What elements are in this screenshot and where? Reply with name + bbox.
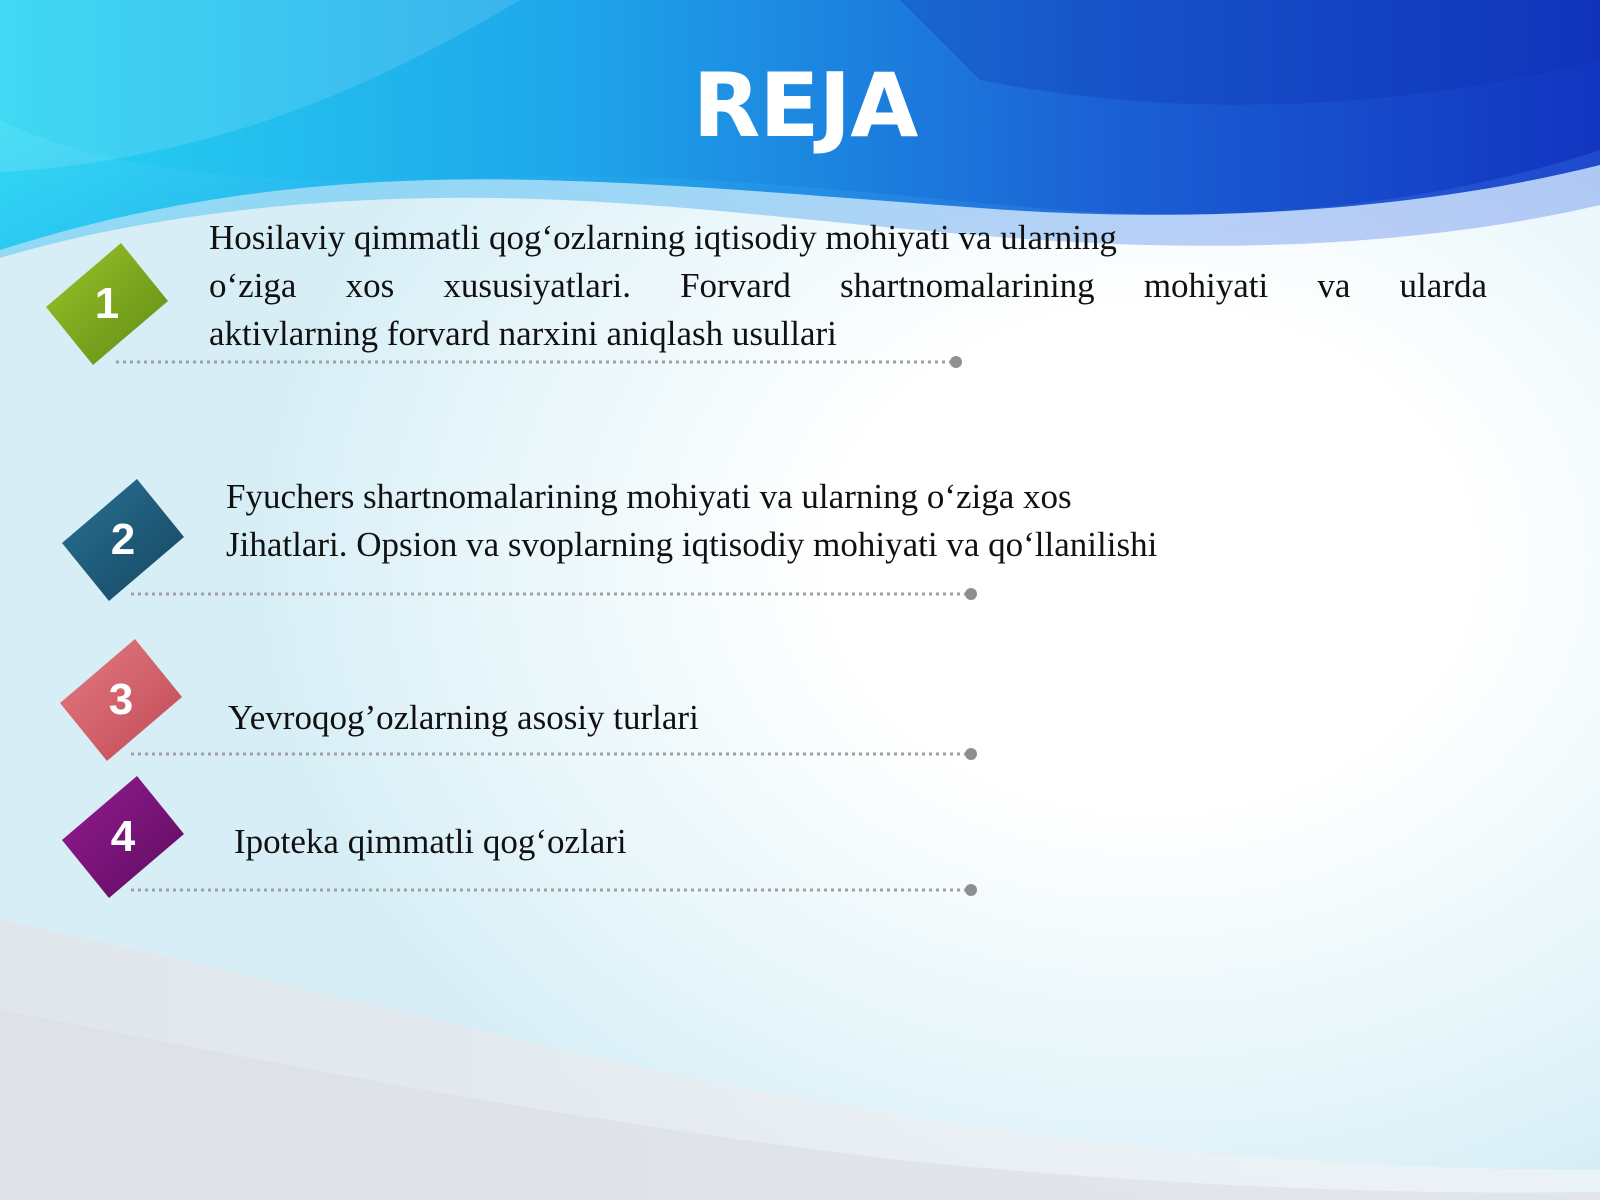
item-3-text: [228, 694, 1128, 742]
item-4-badge: [62, 776, 184, 898]
item-3-dotted-line: [129, 748, 979, 760]
item-4-dotted-line: [129, 884, 979, 896]
item-1-badge: [46, 243, 168, 365]
item-4-number: 4: [110, 812, 136, 861]
item-1-number: 1: [94, 279, 120, 328]
item-2-line-2: Jihatlari. Opsion va svoplarning iqtisodiy mohiyati va qo‘llanilishi: [226, 525, 1158, 564]
item-2-dotted-line: [129, 588, 979, 600]
item-2-badge: [62, 479, 184, 601]
item-1-line-3: aktivlarning forvard narxini aniqlash usullari: [209, 314, 837, 353]
item-2-text: [226, 473, 1426, 569]
slide-title: REJA: [692, 54, 918, 157]
item-1-dotted-line: [114, 356, 964, 368]
item-2-number: 2: [110, 515, 136, 564]
item-3-number: 3: [108, 675, 134, 724]
item-1-text: [209, 214, 1487, 358]
item-1-line-2: o‘ziga xos xususiyatlari. Forvard shartnomalarining mohiyati va ularda: [209, 266, 1487, 305]
item-4-line-1: Ipoteka qimmatli qog‘ozlari: [234, 822, 627, 861]
item-4-text: [234, 818, 1134, 866]
item-3-line-1: Yevroqog’ozlarning asosiy turlari: [228, 698, 699, 737]
item-3-badge: [60, 639, 182, 761]
item-2-line-1: Fyuchers shartnomalarining mohiyati va ularning o‘ziga xos: [226, 477, 1072, 516]
item-1-line-1: Hosilaviy qimmatli qog‘ozlarning iqtisodiy mohiyati va ularning: [209, 218, 1117, 257]
